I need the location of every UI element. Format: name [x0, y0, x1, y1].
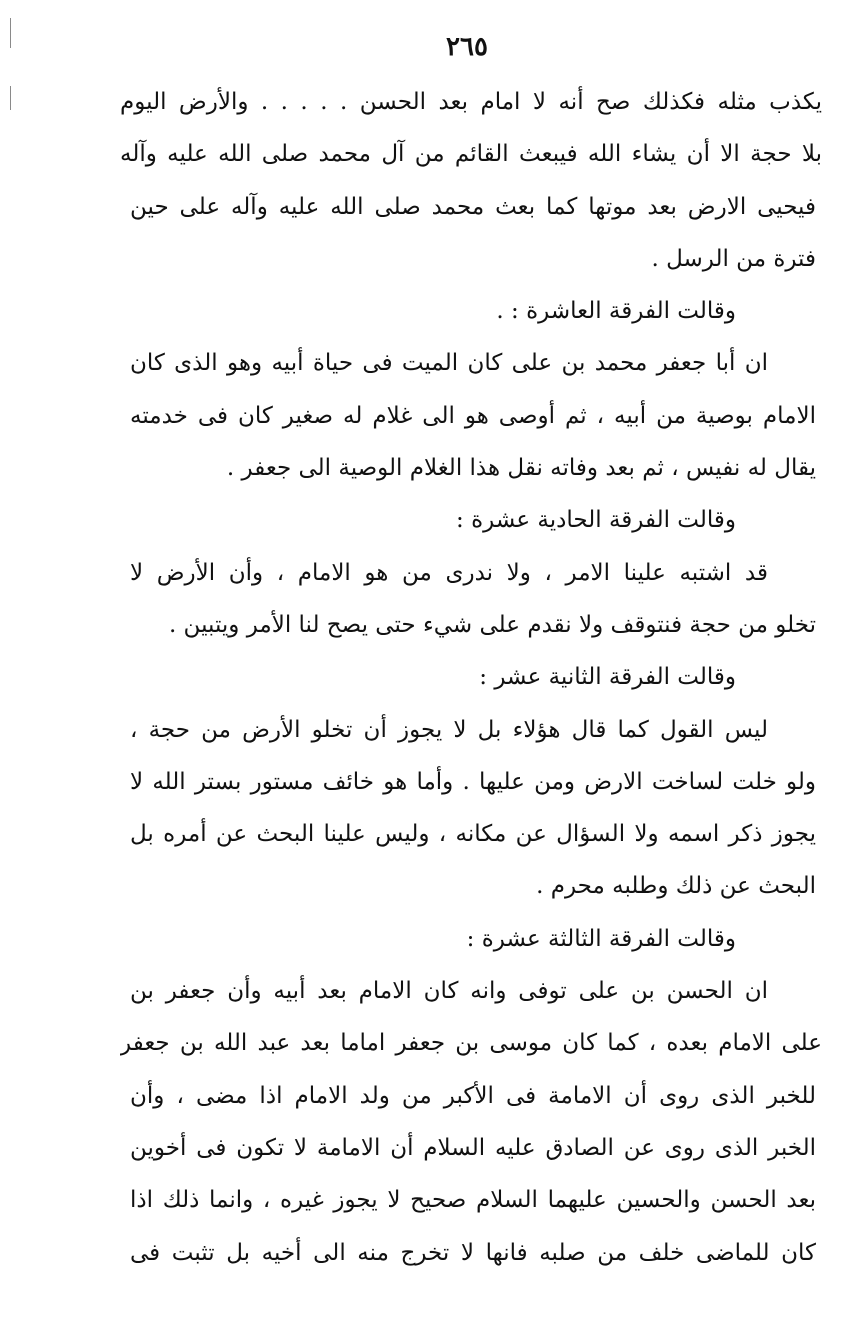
- text-line: بلا حجة الا أن يشاء الله فيبعث القائم من آل محمد صلى الله عليه وآله: [120, 141, 822, 168]
- text-line: ولو خلت لساخت الارض ومن عليها . وأما هو خائف مستور بستر الله لا: [130, 768, 816, 795]
- text-line: للخبر الذى روى أن الامامة فى الأكبر من ولد الامام اذا مضى ، وأن: [130, 1082, 816, 1109]
- text-line: كان للماضى خلف من صلبه فانها لا تخرج منه الى أخيه بل تثبت فى: [130, 1239, 816, 1266]
- text-line: يكذب مثله فكذلك صح أنه لا امام بعد الحسن . . . . . والأرض اليوم: [120, 89, 822, 115]
- section-heading: وقالت الفرقة الثانية عشر :: [479, 664, 736, 691]
- section-heading: وقالت الفرقة الحادية عشرة :: [456, 507, 736, 534]
- text-line: فترة من الرسل .: [651, 245, 816, 272]
- text-line: يقال له نفيس ، ثم بعد وفاته نقل هذا الغلام الوصية الى جعفر .: [226, 455, 816, 482]
- section-heading: وقالت الفرقة العاشرة : .: [496, 298, 736, 325]
- text-line: فيحيى الارض بعد موتها كما بعث محمد صلى الله عليه وآله على حين: [130, 193, 816, 220]
- text-line: ليس القول كما قال هؤلاء بل لا يجوز أن تخلو الأرض من حجة ،: [130, 716, 768, 743]
- text-line: يجوز ذكر اسمه ولا السؤال عن مكانه ، وليس علينا البحث عن أمره بل: [130, 821, 816, 848]
- body-text: [120, 76, 822, 1279]
- text-line: بعد الحسن والحسين عليهما السلام صحيح لا يجوز غيره ، وانما ذلك اذا: [130, 1187, 816, 1214]
- text-line: تخلو من حجة فنتوقف ولا نقدم على شيء حتى يصح لنا الأمر ويتبين .: [168, 611, 816, 638]
- text-line: البحث عن ذلك وطلبه محرم .: [536, 873, 816, 900]
- text-line: على الامام بعده ، كما كان موسى بن جعفر اماما بعد عبد الله بن جعفر: [120, 1030, 822, 1057]
- text-line: الخبر الذى روى عن الصادق عليه السلام أن الامامة لا تكون فى أخوين: [130, 1134, 816, 1161]
- text-line: ان الحسن بن على توفى وانه كان الامام بعد أبيه وأن جعفر بن: [130, 978, 768, 1005]
- text-line: ان أبا جعفر محمد بن على كان الميت فى حياة أبيه وهو الذى كان: [130, 350, 768, 377]
- text-line: قد اشتبه علينا الامر ، ولا ندرى من هو الامام ، وأن الأرض لا: [130, 559, 768, 586]
- scan-edge-mark: [10, 86, 11, 110]
- text-line: الامام بوصية من أبيه ، ثم أوصى هو الى غلام له صغير كان فى خدمته: [130, 402, 816, 429]
- section-heading: وقالت الفرقة الثالثة عشرة :: [466, 925, 736, 952]
- page-number: ٢٦٥: [446, 32, 488, 62]
